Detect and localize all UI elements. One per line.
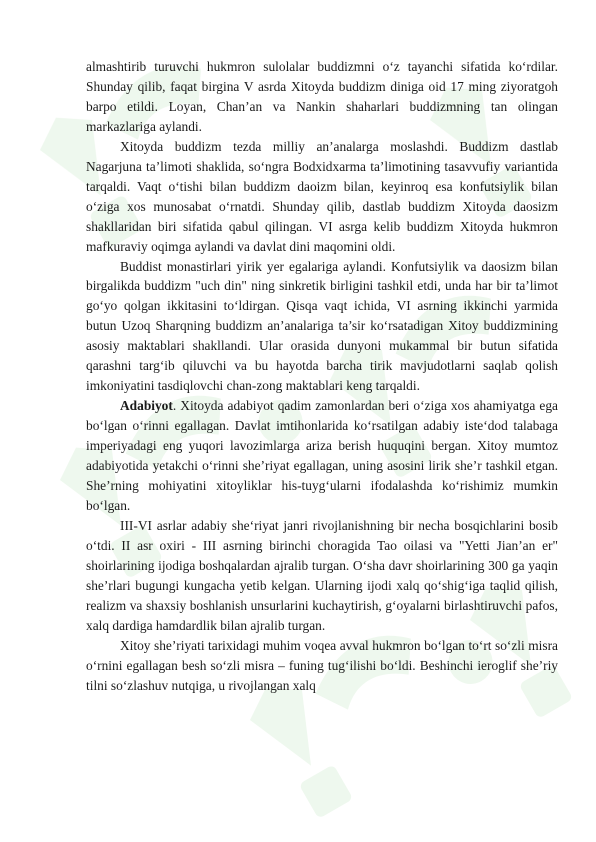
paragraph-2 — [86, 137, 558, 257]
section-heading-adabiyot: Adabiyot — [120, 398, 173, 414]
paragraph-1-text: almashtirib turuvchi hukmron sulolalar buddizmni oʻz tayanchi sifatida koʻrdilar. Shunday qilib, faqat birgina V asrda Xitoyda buddizm diniga oid 17 ming ziyoratgoh barpo etildi. Loyan, Chan’an va Nankin shaharlari buddizmning tan olingan markazlariga aylandi. — [86, 59, 558, 134]
paragraph-4 — [86, 396, 558, 516]
paragraph-3 — [86, 257, 558, 397]
paragraph-6-text: Xitoy sheʼriyati tarixidagi muhim voqea avval hukmron boʻlgan toʻrt soʻzli misra oʻrnini egallagan besh soʻzli misra – funing tugʻilishi boʻldi. Beshinchi ieroglif sheʼriy tilni soʻzlashuv nutqiga, u rivojlangan xalq — [86, 637, 558, 693]
paragraph-5-text: III-VI asrlar adabiy sheʻriyat janri rivojlanishning bir necha bosqichlarini bosib oʻtdi. II asr oxiri - III asrning birinchi choragida Tao oilasi va "Yetti Jian’an er" shoirlarining ijodiga boshqalardan ajralib turgan. Oʻsha davr shoirlarining 300 ga yaqin sheʼrlari bugungi kungacha yetib kelgan. Ularning ijodi xalq qoʻshigʻiga taqlid qilish, realizm va shaxsiy boshlanish unsurlarini kuchaytirish, gʻoyalarni birlashtiruvchi pafos, xalq dardiga hamdardlik bilan ajralib turgan. — [86, 517, 558, 633]
paragraph-1 — [86, 57, 558, 137]
paragraph-5 — [86, 516, 558, 636]
body-text — [86, 57, 558, 696]
paragraph-4-text: . Xitoyda adabiyot qadim zamonlardan beri oʻziga xos ahamiyatga ega boʻlgan oʻrinni egallagan. Davlat imtihonlarida koʻrsatilgan adabiy isteʻdod talabaga imperiyadagi eng yuqori lavozimlarga ariza berish huquqini bergan. Xitoy mumtoz adabiyotida yetakchi oʻrinni sheʼriyat egallagan, uning asosini lirik sheʼr tashkil etgan. Sheʼrning mohiyatini xitoyliklar his-tuygʻularni ifodalashda koʻrishimiz mumkin boʻlgan. — [86, 398, 558, 513]
paragraph-6 — [86, 636, 558, 696]
paragraph-3-text: Buddist monastirlari yirik yer egalariga aylandi. Konfutsiylik va daosizm bilan birgalikda buddizm "uch din" ning sinkretik birligini tashkil etdi, unda har bir ta’limot goʻyo qolgan ikkitasini toʻldirgan. Qisqa vaqt ichida, VI asrning ikkinchi yarmida butun Uzoq Sharqning buddizm an’analariga ta’sir koʻrsatadigan Xitoy buddizmining asosiy maktablari shakllandi. Ular orasida dunyoni mukammal bir butun sifatida qarashni targʻib qiluvchi va bu hayotda barcha tirik mavjudotlarni saqlab qolish imkoniyatini tasdiqlovchi chan-zong maktablari keng tarqaldi. — [86, 258, 558, 394]
paragraph-2-text: Xitoyda buddizm tezda milliy an’analarga moslashdi. Buddizm dastlab Nagarjuna taʼlimoti shaklida, soʻngra Bodxidxarma taʼlimotining tasavvufiy variantida tarqaldi. Vaqt oʻtishi bilan buddizm daoizm bilan, keyinroq esa konfutsiylik bilan oʻziga xos munosabat oʻrnatdi. Shunday qilib, dastlab buddizm Xitoyda daosizm shakllaridan biri sifatida qabul qilingan. VI asrga kelib buddizm Xitoyda hukmron mafkuraviy oqimga aylandi va davlat dini maqomini oldi. — [86, 138, 558, 254]
